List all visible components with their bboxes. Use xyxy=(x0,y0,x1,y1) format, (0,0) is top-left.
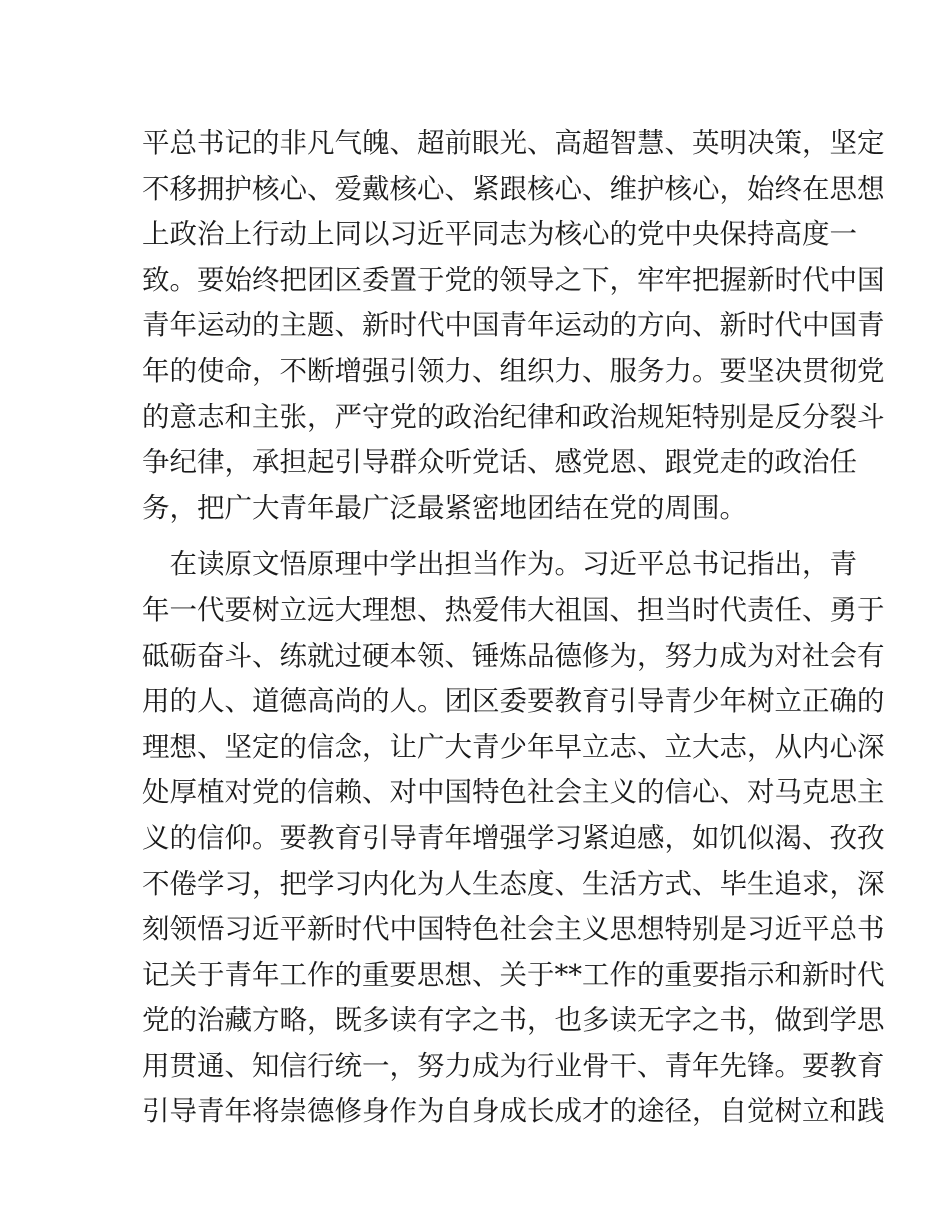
text-line: 理想、坚定的信念，让广大青少年早立志、立大志，从内心深 xyxy=(142,730,885,763)
text-line: 年一代要树立远大理想、热爱伟大祖国、担当时代责任、勇于 xyxy=(142,593,885,626)
paragraph-gap xyxy=(142,531,810,542)
text-line: 的意志和主张，严守党的政治纪律和政治规矩特别是反分裂斗 xyxy=(142,400,885,433)
text-line: 刻领悟习近平新时代中国特色社会主义思想特别是习近平总书 xyxy=(142,913,885,946)
text-line: 砥砺奋斗、练就过硬本领、锤炼品德修为，努力成为对社会有 xyxy=(142,639,885,672)
text-line: 在读原文悟原理中学出担当作为。习近平总书记指出，青 xyxy=(142,548,857,581)
text-line: 务，把广大青年最广泛最紧密地团结在党的周围。 xyxy=(142,491,747,524)
paragraph-1 xyxy=(142,121,885,531)
text-line: 青年运动的主题、新时代中国青年运动的方向、新时代中国青 xyxy=(142,309,885,342)
text-line: 平总书记的非凡气魄、超前眼光、高超智慧、英明决策，坚定 xyxy=(142,127,885,159)
document-body xyxy=(142,121,885,1135)
text-line: 致。要始终把团区委置于党的领导之下，牢牢把握新时代中国 xyxy=(142,263,885,296)
text-line: 处厚植对党的信赖、对中国特色社会主义的信心、对马克思主 xyxy=(142,776,885,809)
text-line: 引导青年将崇德修身作为自身成长成才的途径，自觉树立和践 xyxy=(142,1095,885,1128)
text-line: 不移拥护核心、爱戴核心、紧跟核心、维护核心，始终在思想 xyxy=(142,172,885,205)
text-line: 党的治藏方略，既多读有字之书，也多读无字之书，做到学思 xyxy=(142,1004,885,1037)
text-line: 用的人、道德高尚的人。团区委要教育引导青少年树立正确的 xyxy=(142,685,885,718)
text-line: 记关于青年工作的重要思想、关于**工作的重要指示和新时代 xyxy=(142,958,885,991)
text-line: 不倦学习，把学习内化为人生态度、生活方式、毕生追求，深 xyxy=(142,867,885,900)
text-line: 年的使命，不断增强引领力、组织力、服务力。要坚决贯彻党 xyxy=(142,354,885,387)
text-line: 用贯通、知信行统一，努力成为行业骨干、青年先锋。要教育 xyxy=(142,1049,885,1082)
text-line: 上政治上行动上同以习近平同志为核心的党中央保持高度一 xyxy=(142,218,857,251)
paragraph-2 xyxy=(142,542,885,1135)
text-line: 义的信仰。要教育引导青年增强学习紧迫感，如饥似渴、孜孜 xyxy=(142,821,885,854)
text-line: 争纪律，承担起引导群众听党话、感党恩、跟党走的政治任 xyxy=(142,446,857,479)
